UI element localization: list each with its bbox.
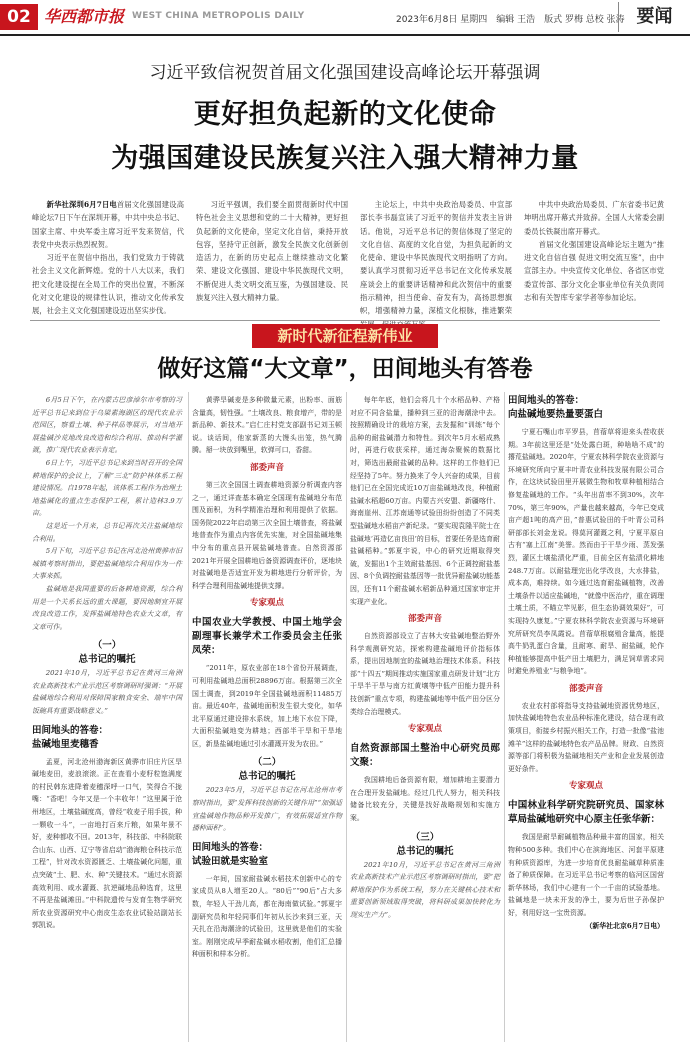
story1-paragraph: 首届文化强国建设高峰论坛主题为“推进文化自信自强 促进文明交流互鉴”，由中宣部主办。中央宣传文化单位、各省区市党委宣传部、部分文化企事业单位有关负责同志和有关智库专家学者等参加论坛。 [524, 239, 664, 303]
body-text: 每年年底，他们会将几十个水稻品种、产格对应不同含盐量，播种到三亚的沿海潮涂中去。按照精确设计的栽培方案，去发掘和“训练”每个品种的耐盐碱潜力和特性。到次年5月水稻成熟时，再进行收获采样，通过海杂聚候的数据比对，筛选出最耐盐碱的品种。这样的工作他们已经坚持了5年。努力换来了令人兴奋的成果，目前他们已在全国完成近10万亩盐碱地改良，种植耐盐碱水稻超60万亩。内蒙古兴安盟、新疆喀什、海南崖州、江苏南通等试验田纷纷创造了不同类型盐碱地水稻亩产新纪录。“要实现袁隆平院士在盐碱地‘再造亿亩良田’的目标，首要任务是选育耐盐碱稻种。”郭夏宇说，中心的研究近期取得突破，发掘出1个主效耐盐基因、6个正调控耐盐基因、8个负调控耐盐基因等一批优异耐盐碱功能基因，还有11个耐盐碱水稻新品种通过国家审定并实现产业化。 [350, 396, 500, 606]
newspaper-english-name: WEST CHINA METROPOLIS DAILY [132, 11, 305, 21]
section-heading: 总书记的嘱托 [238, 771, 296, 783]
story1-column-2 [196, 198, 348, 316]
body-text: 我国是耐旱耐碱植物品种最丰富的国家，相关物种500多种。我们中心在滨海地区、河套平原建有种质资源库，为进一步培育优良耐盐碱草种质准备了种质保障。在习近平总书记考察的临河区国营新华林场，我们中心建有一个一千亩的试验基地。盐碱地是一块未开发的净土，要为后世子孙保护好，利用好这一宝贵资源。 [508, 833, 664, 917]
column-rule [346, 392, 347, 1042]
section-heading: 总书记的嘱托 [78, 654, 136, 666]
body-text: 第三次全国国土调查耕地资源分析调查内容之一，通过详查基本确定全国现有盐碱地分布范围及面积，为科学精准治理和利用提供了依据。国务院2022年启动第三次全国土壤普查，将盐碱地普查作为重点内容优先实施，对全国盐碱地集中分布的重点县开展盐碱地普查。自然资源部2021年开展全国耕地后备资源调查评价，逐地块对盐碱地是否适宜开发为耕地进行分析评价，为科学合理利用盐碱地提供支撑。 [192, 480, 342, 590]
answer-subtitle: 盐碱地里麦穗香 [32, 738, 99, 750]
story1-column-4 [524, 198, 664, 316]
story1-headline-line2: 为强国建设民族复兴注入强大精神力量 [111, 143, 579, 174]
answer-title: 田间地头的答卷： [32, 724, 109, 736]
section-number: （一） [92, 640, 122, 652]
story2-column-4 [508, 394, 664, 1044]
body-text: 我国耕地后备资源有限，增加耕地主要潜力在合理开发盐碱地。经过几代人努力，相关科技储备比较充分，关键是找好战略规划和实施方案。 [350, 776, 500, 823]
body-text: 宁夏石嘴山市平罗县，苜蓿草将迎来头茬收获期。3年前这里还是“处处露白斑，种啥啥不成”的撂荒盐碱地。2020年，宁夏农林科学院农业资源与环境研究所向宁夏丰叶青农业科技发展有限公司合作，在这块试验田里开展微生物和牧草种植相结合修复盐碱地的工作。“头年出苗率不到30%，次年70%，第三年90%，产量也越来越高，今年已变成亩产超1吨的高产田，”普惠试验田的千叶青公司科研部部长刘金龙说。得莫河灌溉之利，宁夏平原自古有“塞上江南”美誉。然而由于干旱少雨、蒸发强烈，灌区土壤盐渍化严重，目前全区有盐渍化耕地248.7万亩。以耐盐理完出化学改良，大水排盐，成本高，难持续。如今通过选育耐盐碱植物，改善土壤条件以适应盐碱地，“就像中医治疗，重在调理土壤土质，不瞄立竿见影，但生态协调效果好”，可实现持久康复。”宁夏农林科学院农业资源与环境研究所研究员李凤霞说。苜蓿草根腐殖含量高，能提高牛奶乳蛋白含量，且耐寒、耐旱、耐盐碱，轮作种植能够提高中低产田土壤肥力，满足饲草需求同时避免养殖业“与粮争地”。 [508, 428, 664, 676]
body-text: 孟夏，河北沧州渤海新区黄骅市旧庄片区旱碱地麦田，麦浪滚滚。正在查看小麦籽粒饱满度的村民韩东进降着麦穗深呼一口气，笑得合不拢嘴：“香吧！今年又是一个丰收年！”这里属于沧州地区，土壤盐碱度高，曾经“收麦子用手拔，种一颗收一斗”，一亩地打百来斤粮，如果年景不好，麦种都收不回。2013年，科技部、中科院联合山东、山西、辽宁等省启动“渤海粮仓科技示范工程”，针对改水资源匮乏、土壤盐碱化问题，重点突破“土、肥、水、种”关键技术。“通过水资源高效利用、咸水灌溉、抗逆碱地品种选育，这里不再是盐碱滩田。”中科院遗传与发育生物学研究所农业资源研究中心南皮生态农业试验站副站长郭凯说。 [32, 757, 182, 930]
story2-intro: 5月下旬，习近平总书记在河北沧州黄骅市旧城镇考察时指出，要把盐碱地综合利用作为一件大事来抓。 [32, 547, 182, 581]
story2-intro: 6日上午，习近平总书记来到当时召开的全国耕地保护的会议上，了解“三北”防护林体系工程建设情况。自1978年起，该体系工程作为治理土地盐碱化的重点生态保护工程，累计造林3.9万亩。 [32, 458, 182, 518]
expert-name: 中国农业大学教授、中国土地学会副理事长兼学术工作委员会主任张凤荣： [192, 617, 342, 657]
tag-label: 部委声音 [249, 462, 284, 473]
story2-intro: 盐碱地是我国重要的后备耕地资源，综合利用是一个关系长远的重大课题，要因地制宜开展改良改造工作，发挥盐碱地特色农业大文章，有文章可作。 [32, 584, 182, 631]
story1-column-3 [360, 198, 512, 316]
answer-title: 田间地头的答卷： [192, 841, 269, 853]
tag-label: 部委声音 [568, 683, 603, 694]
story1-kicker: 习近平致信祝贺首届文化强国建设高峰论坛开幕强调 [149, 63, 541, 83]
dateline: 新华社深圳6月7日电 [46, 200, 117, 209]
quote: 2023年5月，习近平总书记在河北沧州市考察时指出，要“发挥科技创新的关键作用”“加强适宜盐碱地作物品种开发推广，有效拓展适宜作物播种面积”。 [192, 786, 342, 833]
story1-headline-line1: 更好担负起新的文化使命 [193, 99, 497, 130]
masthead-bar [0, 0, 690, 36]
body-text: “2011年，原农业部在18个省份开展调查，可利用盐碱地总面积28896万亩。根据第三次全国土调查，到2019年全国盐碱地面积11485万亩。最近40年，盐碱地面积发生很大变化，如华北平原通过建设排水系统，加上地下水位下降，大面积盐碱地变为耕地；西部半干旱和干旱地区，新垦盐碱地通过引水灌溉开发为农田。” [192, 664, 342, 748]
column-rule [504, 392, 505, 1042]
quote: 2021年10月，习近平总书记在黄河三角洲农业高新技术产业示范区考察调研时指出，要“把耕地保护作为系统工程，努力在关键核心技术和重要创新领域取得突破，将科研成果加快转化为现实生产力”。 [350, 860, 500, 919]
tag-label: 部委声音 [407, 614, 442, 625]
page-number: 02 [0, 4, 38, 30]
section-number: （三） [410, 831, 440, 843]
answer-subtitle: 试验田就是实验室 [192, 855, 269, 867]
story1-column-1 [32, 198, 184, 316]
issue-meta: 2023年6月8日 星期四 编辑 王浩 版式 罗梅 总校 张涛 [396, 15, 625, 25]
tag-label: 专家观点 [568, 781, 603, 792]
answer-title: 田间地头的答卷： [508, 395, 585, 406]
body-text: 黄骅旱碱麦是多种微量元素，出粉率、面筋含量高，韧性强。“土壤改良、粮食增产，带的是新品种、新技术。”启仁庄村党支部副书记刘玉顿说。谈话间，他家新蒸的大馒头出笼，热气腾腾。掰一块放到嘴里，软弹可口，香甜。 [192, 396, 342, 455]
story1-paragraph: 主论坛上，中共中央政治局委员、中宣部部长李书磊宣读了习近平的贺信并发表主旨讲话。他说，习近平总书记的贺信体现了坚定的文化自信、高度的文化自觉，为担负起新的文化使命、建设中华民族现代文明指明了方向。要认真学习贯彻习近平总书记在文化传承发展座谈会上的重要讲话精神和此次贺信中的重要指示精神，担当使命、奋发有为，高扬思想旗帜，增强精神力量，深植文化根脉，推进繁荣 [360, 200, 512, 316]
story1-paragraph: 习近平强调，我们要全面贯彻新时代中国特色社会主义思想和党的二十大精神，更好担负起新的文化使命，坚定文化自信，秉持开放包容，坚持守正创新，激发全民族文化创新创造活力，在新的历史起点上继续推动文化繁荣、建设文化强国、建设中华民族现代文明，不断促进人类文明交流互鉴，为强国建设、民族复兴注入强大精神力量。 [196, 200, 348, 303]
expert-name: 中国林业科学研究院研究员、国家林草局盐碱地研究中心原主任张华新： [508, 800, 664, 826]
section-divider [30, 320, 660, 321]
body-text: 自然资源部设立了吉林大安盐碱地整治野外科学观测研究站，探索构建盐碱地评价指标体系，提出因地制宜的盐碱地治理技术体系。科技部“十四五”期间推动实施国家重点研发计划“北方干旱半干旱与南方红黄壤等中低产田能力提升科技创新”重点专项，构建盐碱地等中低产田分区分类综合治理模式。 [350, 632, 500, 716]
tag-label: 专家观点 [407, 724, 442, 735]
story2-intro: 这是近一个月来，总书记再次关注盐碱地综合利用。 [32, 521, 182, 543]
answer-subtitle: 向盐碱地要热量要蛋白 [508, 409, 604, 420]
section-number: （二） [252, 757, 282, 769]
story2-column-1 [32, 394, 182, 1044]
column-rule [188, 392, 189, 1042]
story1-paragraph: 中共中央政治局委员、广东省委书记黄坤明出席开幕式并致辞。全国人大常委会副委员长铁凝出席开幕式。 [524, 200, 664, 236]
tag-label: 专家观点 [249, 598, 284, 609]
story1-paragraph: 习近平在贺信中指出，我们党致力于铸就社会主义文化新辉煌。党的十八大以来，我们把文化建设提在全局工作的突出位置，不断深化对文化建设的规律性认识，推动文化传承发展，社会主义文化强国建设迈出坚实步伐。 [32, 253, 184, 316]
section-heading: 总书记的嘱托 [396, 845, 454, 857]
newspaper-logo: 华西都市报 [44, 7, 125, 26]
story2-headline: 做好这篇“大文章”，田间地头有答卷 [157, 356, 533, 382]
story1-paragraph: 首届文化强国建设高峰论坛7日下午在深圳开幕，中共中央总书记、国家主席、中央军委主席习近平发来贺信，代表党中央表示热烈祝贺。 [32, 200, 185, 249]
story2-column-2 [192, 394, 342, 1044]
expert-name: 自然资源部国土整治中心研究员郧文聚： [350, 743, 500, 769]
wire-credit: （新华社北京6月7日电） [585, 921, 664, 930]
story2-intro: 6月5日下午，在内蒙古巴彦淖尔市考察的习近平总书记来到位于乌梁素海湖区的现代农业示范园区，察看土壤、种子样品等展示，对当地开展盐碱沙荒地改良改造和综合利用、推动科学灌溉，推广现代农业表示肯定。 [32, 396, 182, 455]
quote: 2021年10月，习近平总书记在黄河三角洲农业高新技术产业示范区考察调研时强调：“开展盐碱地综合利用对保障国家粮食安全、端牢中国饭碗具有重要战略意义。” [32, 669, 182, 716]
body-text: 农业农村部将指导支持盐碱地资源优势地区，加快盐碱地特色农业品种标准化建设，结合现有政策项目，衔接乡村振兴相关工作，打造一批像“盐池滩羊”这样的盐碱地特色农产品品牌。财政、自然资源等部门将积极为盐碱地相关产业和企业发展创造更好条件。 [508, 701, 664, 773]
series-banner: 新时代新征程新伟业 [252, 324, 438, 348]
section-label: 要闻 [618, 2, 690, 32]
body-text: 一年间，国家耐盐碱水稻技术创新中心的专家成员从8人增至20人。“80后”“90后”占大多数，年轻人干劲儿高，都在海南做试验。”郭夏宇副研究员和年轻同事们年初从长沙来到三亚，天天扎在沿海潮涂的试验田，这里就是他们的实验室。刚刚完成早季耐盐碱水稻收割，他们汇总播种面积和样本分析。 [192, 874, 342, 959]
story2-column-3 [350, 394, 500, 1044]
